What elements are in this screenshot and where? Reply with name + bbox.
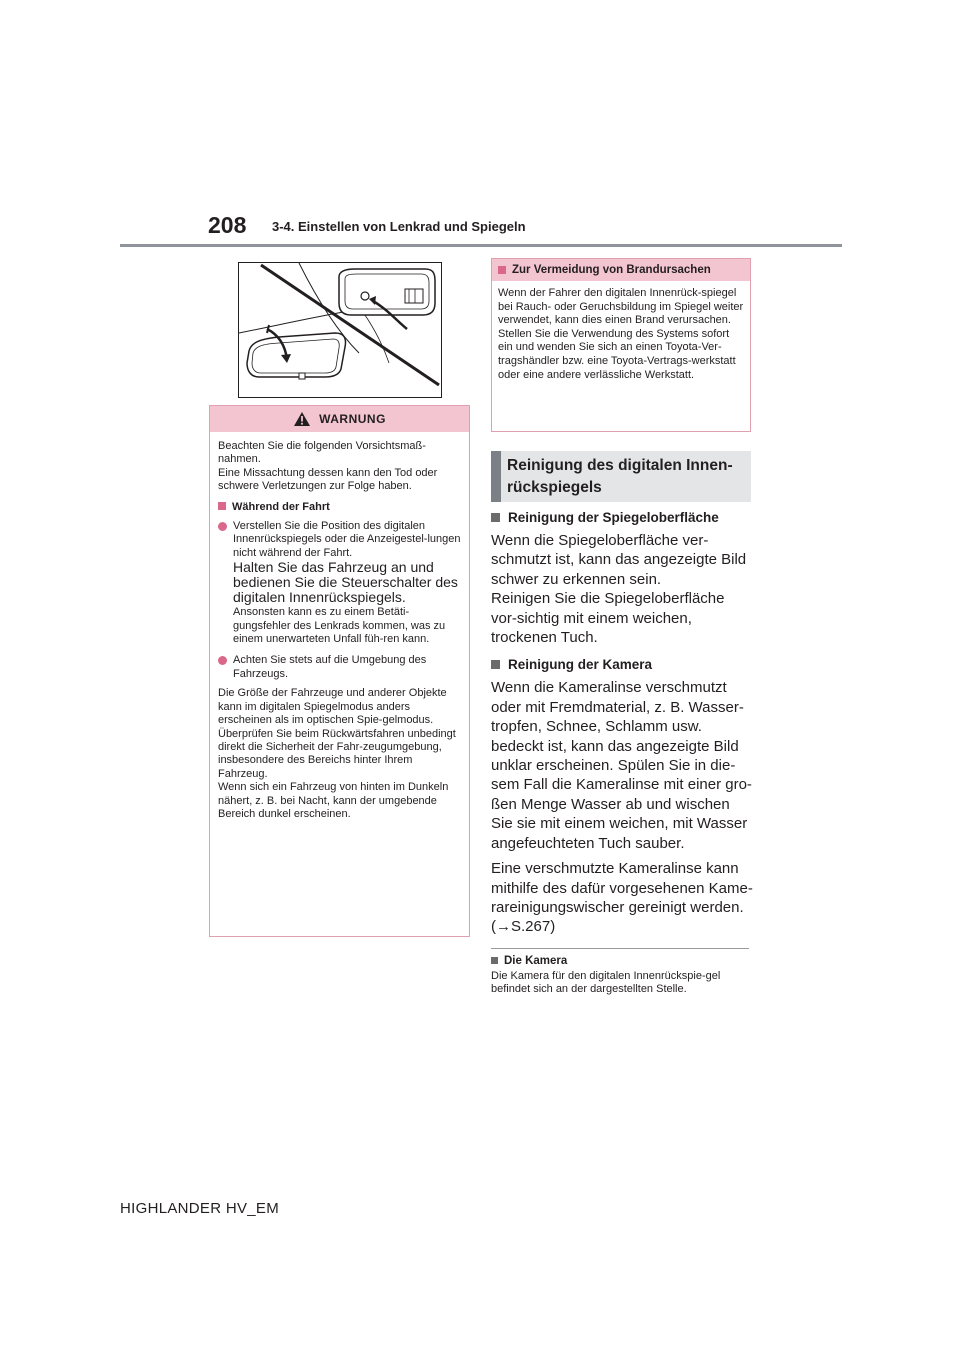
warning-triangle-icon bbox=[293, 411, 311, 427]
square-bullet-icon bbox=[491, 513, 500, 522]
square-bullet-icon bbox=[218, 502, 226, 510]
warning-intro-2: Eine Missachtung dessen kann den Tod oder schwere Verletzungen zur Folge haben. bbox=[218, 466, 438, 493]
warning-bullet-2-text: Achten Sie stets auf die Umgebung des Fahrzeugs. bbox=[233, 654, 427, 680]
warning-paragraph: Wenn sich ein Fahrzeug von hinten im Dunkeln nähert, z. B. bei Nacht, kann der umgebende Bereich dunkel erscheinen. bbox=[218, 781, 449, 820]
cleaning-instructions bbox=[491, 510, 753, 943]
camera-note-body: Die Kamera für den digitalen Innenrückspie-gel befindet sich an der dargestellten Stelle. bbox=[491, 970, 721, 996]
note-divider bbox=[491, 948, 749, 949]
section-heading-line-1: Reinigung des digitalen Innen- bbox=[507, 457, 733, 474]
mirror-cleaning-text: Wenn die Spiegeloberfläche ver-schmutzt ist, kann das angezeigte Bild schwer zu erkennen sein. bbox=[491, 532, 747, 588]
warning-paragraph: Die Größe der Fahrzeuge und anderer Objekte kann im digitalen Spiegelmodus anders erscheinen als im optischen Spie-gelmodus. bbox=[218, 687, 447, 727]
warning-header bbox=[210, 406, 469, 432]
chapter-title: 3-4. Einstellen von Lenkrad und Spiegeln bbox=[272, 219, 526, 234]
camera-cleaning-text: Eine verschmutzte Kameralinse kann mithilfe des dafür vorgesehenen Kame-rareinigungswischer gereinigt werden. bbox=[491, 860, 753, 916]
mirror-cleaning-heading bbox=[491, 510, 753, 525]
warning-body bbox=[210, 432, 469, 821]
square-bullet-icon bbox=[498, 266, 506, 274]
mirror-cleaning-text: Reinigen Sie die Spiegeloberfläche vor-sichtig mit einem weichen, trockenen Tuch. bbox=[491, 590, 725, 647]
circle-bullet-icon bbox=[218, 522, 227, 531]
camera-cleaning-heading-text: Reinigung der Kamera bbox=[508, 657, 653, 673]
footer-model: HIGHLANDER HV_EM bbox=[120, 1200, 279, 1217]
section-heading-bar bbox=[491, 451, 501, 502]
page-reference-link[interactable]: (→S.267) bbox=[491, 918, 556, 936]
camera-note-heading-text: Die Kamera bbox=[504, 955, 568, 967]
fire-prevention-body: Wenn der Fahrer den digitalen Innenrück-spiegel bei Rauch- oder Geruchsbildung im Spiegel weiter verwendet, kann dies einen Brand verursachen. Stellen Sie die Verwendung des Systems sofort ein und wenden Sie sich an einen Toyota-Ver-tragshändler bzw. eine Toyota-Vertrags-werkstatt oder eine andere verlässliche Werkstatt. bbox=[498, 287, 744, 381]
mirror-camera-illustration bbox=[238, 262, 442, 398]
camera-note bbox=[491, 955, 753, 997]
warning-bullet bbox=[218, 520, 461, 646]
camera-cleaning-text: Wenn die Kameralinse verschmutzt oder mit Fremdmaterial, z. B. Wasser-tropfen, Schnee, Schlamm usw. bedeckt ist, kann das angezeigte Bild unklar erscheinen. Spülen Sie in die-sem Fall die Kameralinse mit einer gro-ßen Menge Wasser ab und wischen Sie sie mit einem weichen, mit Wasser angefeuchteten Tuch sauber. bbox=[491, 679, 752, 852]
warning-title: WARNUNG bbox=[319, 412, 386, 426]
page-number: 208 bbox=[208, 212, 247, 238]
warning-bullet-1-text: Verstellen Sie die Position des digitalen Innenrückspiegels oder die Anzeigestel-lungen nicht während der Fahrt. bbox=[233, 520, 461, 559]
fire-prevention-header bbox=[492, 259, 750, 281]
circle-bullet-icon bbox=[218, 656, 227, 665]
warning-bullet-1-emphasis: Halten Sie das Fahrzeug an und bedienen Sie die Steuerschalter des digitalen Innenrückspiegels. bbox=[233, 559, 458, 606]
camera-note-heading bbox=[491, 955, 753, 967]
section-heading bbox=[491, 451, 751, 502]
warning-subhead bbox=[218, 501, 461, 514]
warning-bullet-1-consequence: Ansonsten kann es zu einem Betäti-gungsfehler des Lenkrads kommen, was zu einem unerwarteten Unfall füh-ren kann. bbox=[233, 606, 446, 646]
mirror-illustration-svg bbox=[239, 263, 442, 398]
header-rule bbox=[120, 244, 842, 247]
warning-bullet bbox=[218, 654, 461, 681]
warning-intro: Beachten Sie die folgenden Vorsichtsmaß-nahmen. bbox=[218, 440, 426, 466]
warning-subhead-text: Während der Fahrt bbox=[232, 500, 330, 513]
square-bullet-icon bbox=[491, 957, 498, 964]
warning-box bbox=[209, 405, 470, 937]
mirror-cleaning-heading-text: Reinigung der Spiegeloberfläche bbox=[508, 510, 719, 525]
warning-paragraph: Überprüfen Sie beim Rückwärtsfahren unbedingt direkt die Sicherheit der Fahr-zeugumgebung, insbesondere des Bereichs hinter Ihrem Fahrzeug. bbox=[218, 727, 456, 780]
section-heading-line-2: rückspiegels bbox=[507, 479, 602, 496]
fire-prevention-title: Zur Vermeidung von Brandursachen bbox=[512, 264, 711, 276]
square-bullet-icon bbox=[491, 660, 500, 669]
fire-prevention-box bbox=[491, 258, 751, 432]
camera-cleaning-heading bbox=[491, 657, 753, 672]
section-heading-title bbox=[507, 455, 733, 499]
